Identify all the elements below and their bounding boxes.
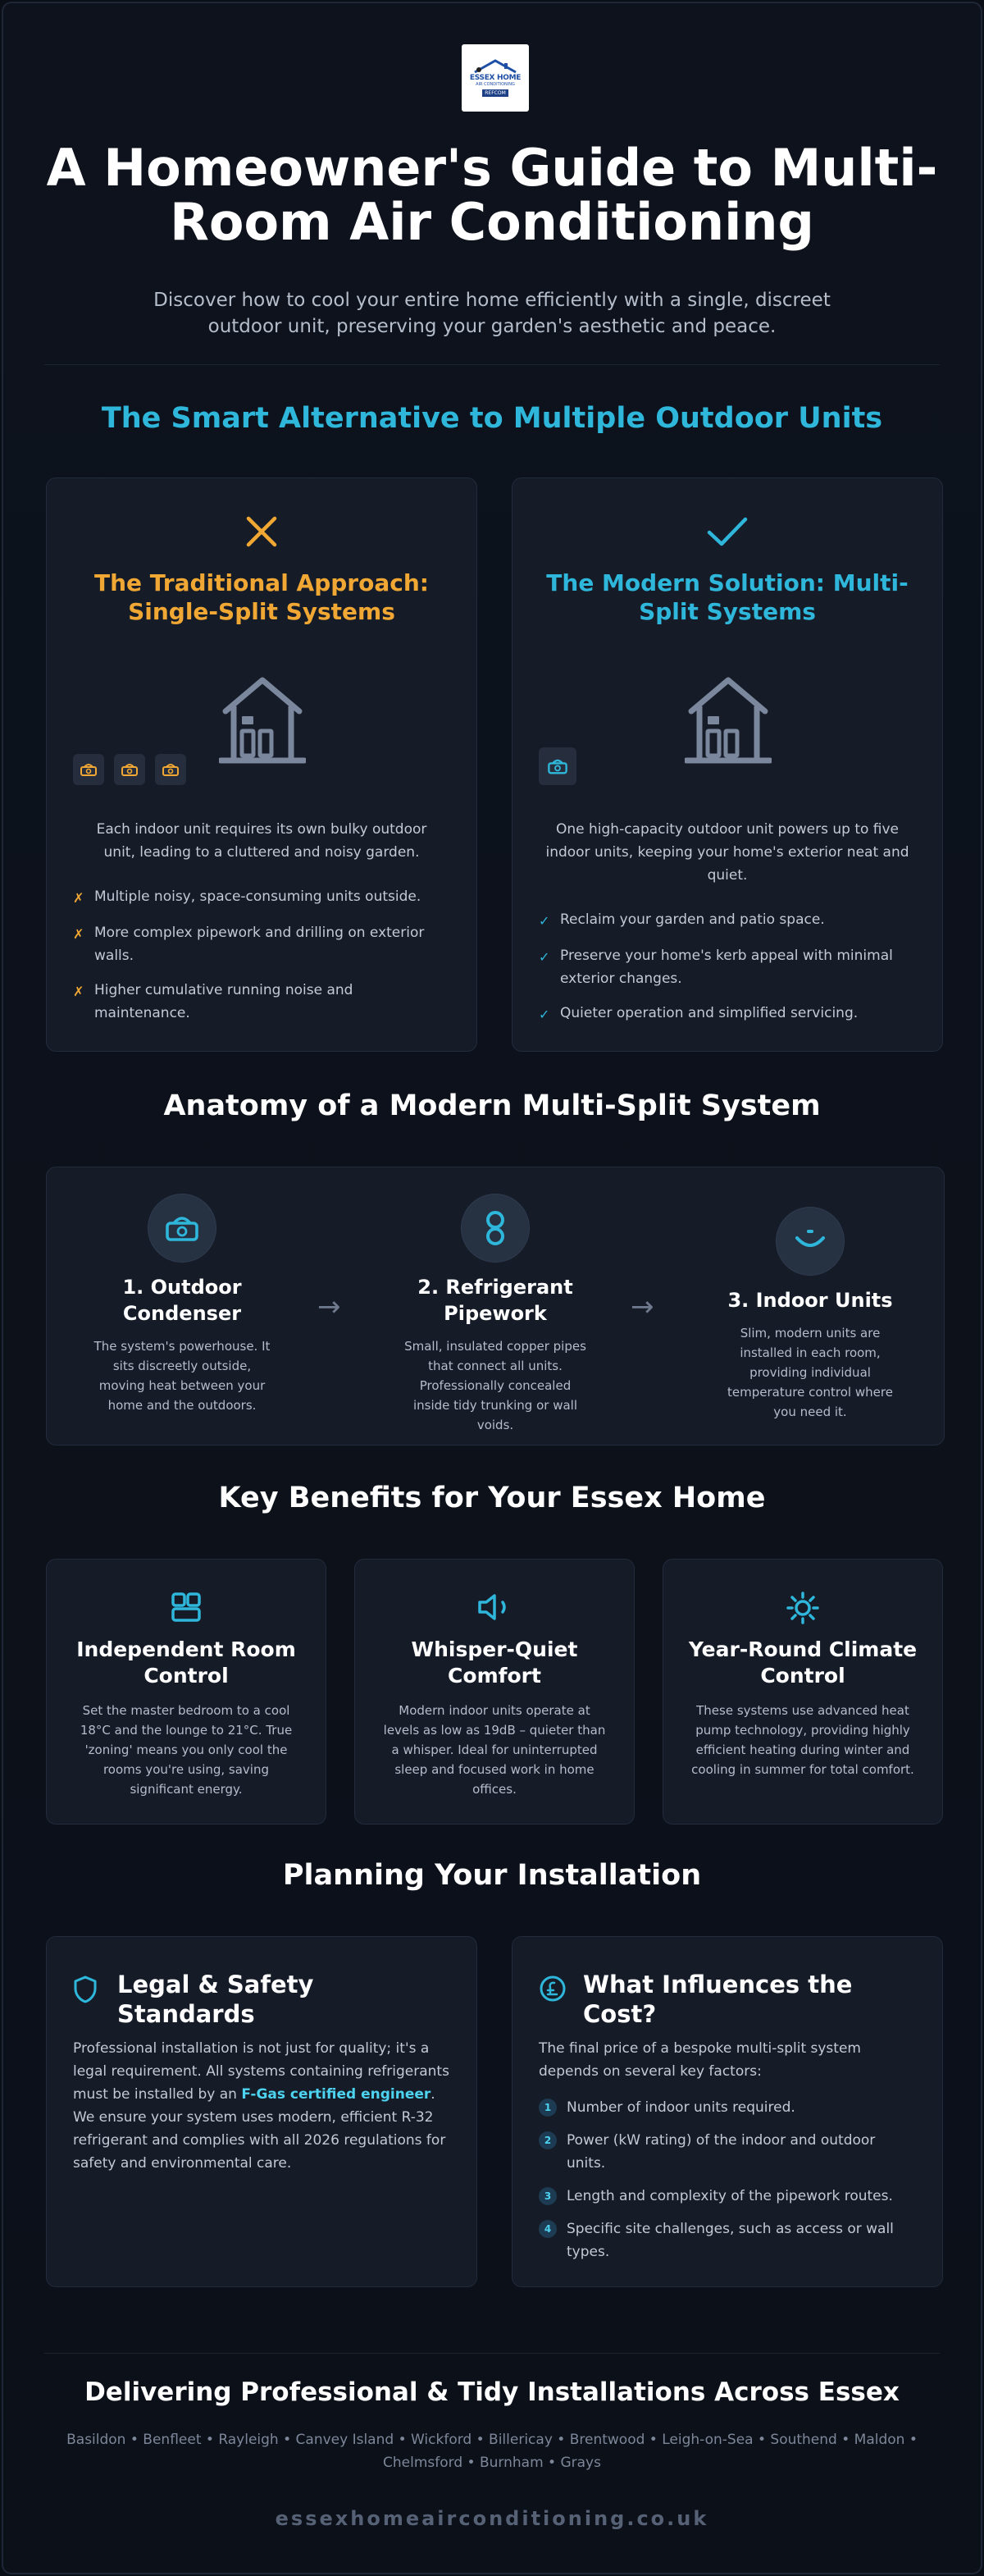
anatomy-section-title: Anatomy of a Modern Multi-Split System	[163, 1089, 821, 1122]
company-logo	[462, 44, 529, 112]
house-icon	[219, 675, 306, 769]
modern-card	[512, 477, 943, 1052]
page-title: A Homeowner's Guide to Multi-Room Air Conditioning	[46, 138, 938, 252]
arrow-right-icon: →	[317, 1290, 341, 1323]
cross-mark-icon: ✗	[73, 890, 84, 906]
benefit-title: Year-Round Climate Control	[688, 1637, 918, 1688]
house-roof-logo-icon	[472, 59, 519, 74]
house-icon	[685, 675, 772, 769]
benefit-card	[46, 1559, 326, 1825]
list-item: ✓ Preserve your home's kerb appeal with minimal exterior changes.	[539, 944, 909, 990]
legal-text: Professional installation is not just for quality; it's a legal requirement. All systems containing refrigerants must be installed by an F-Gas certified engineer. We ensure your system uses modern, efficient R-32 refrigerant and complies with all 2026 regulations for safety and environmental care.	[73, 2040, 449, 2172]
modern-points	[539, 908, 909, 1038]
cost-title: What Influences the Cost?	[583, 1971, 853, 2028]
sun-icon	[663, 1591, 942, 1628]
list-item: 4 Specific site challenges, such as access or wall types.	[539, 2217, 918, 2263]
list-item: ✗ Multiple noisy, space-consuming units outside.	[73, 885, 444, 910]
benefit-description: These systems use advanced heat pump technology, providing highly efficient heating during winter and cooling in summer for total comfort.	[691, 1703, 914, 1777]
rooms-icon	[47, 1591, 326, 1627]
outdoor-units-group	[539, 747, 576, 785]
arrow-right-icon: →	[631, 1290, 654, 1323]
legal-header	[73, 1970, 412, 2029]
outdoor-unit-icon	[539, 747, 576, 785]
cost-factors	[539, 2096, 918, 2273]
indoor-unit-icon	[776, 1207, 845, 1276]
speaker-icon	[355, 1591, 634, 1627]
traditional-points	[73, 885, 444, 1036]
legal-card	[46, 1936, 477, 2287]
benefit-title: Whisper-Quiet Comfort	[411, 1637, 578, 1688]
benefits-section-title: Key Benefits for Your Essex Home	[218, 1482, 766, 1514]
shield-icon	[73, 1970, 117, 2007]
planning-section-title: Planning Your Installation	[282, 1859, 702, 1892]
list-item: ✗ More complex pipework and drilling on exterior walls.	[73, 921, 444, 967]
list-item: ✗ Higher cumulative running noise and maintenance.	[73, 979, 444, 1025]
infographic-page	[2, 2, 982, 2574]
anatomy-card	[46, 1167, 945, 1446]
list-item: ✓ Reclaim your garden and patio space.	[539, 908, 909, 933]
logo-line2: AIR CONDITIONING	[476, 82, 515, 87]
logo-badge: REFCOM	[482, 89, 508, 97]
footer-title: Delivering Professional & Tidy Installations Across Essex	[84, 2377, 900, 2407]
benefit-card	[663, 1559, 943, 1825]
x-icon	[47, 513, 476, 554]
website-link[interactable]: essexhomeairconditioning.co.uk	[275, 2507, 709, 2530]
cost-card	[512, 1936, 943, 2287]
step-indoor-units	[699, 1207, 921, 1422]
step-outdoor-condenser	[71, 1194, 293, 1415]
step-description: The system's powerhouse. It sits discreetly outside, moving heat between your home and the outdoors.	[93, 1339, 271, 1413]
coin-icon	[539, 1970, 583, 2006]
list-item: 2 Power (kW rating) of the indoor and outdoor units.	[539, 2129, 918, 2175]
divider	[44, 364, 940, 365]
logo-line1: ESSEX HOME	[469, 74, 522, 82]
check-mark-icon: ✓	[539, 949, 550, 965]
modern-description: One high-capacity outdoor unit powers up to five indoor units, keeping your home's exterior neat and quiet.	[545, 821, 909, 884]
traditional-description: Each indoor unit requires its own bulky outdoor unit, leading to a cluttered and noisy garden.	[96, 821, 427, 861]
cross-mark-icon: ✗	[73, 984, 84, 999]
outdoor-units-group	[73, 754, 186, 785]
step-title: 1. Outdoor Condenser	[122, 1276, 242, 1325]
outdoor-unit-icon	[73, 754, 104, 785]
traditional-title: The Traditional Approach: Single-Split Systems	[94, 569, 429, 625]
step-title: 2. Refrigerant Pipework	[417, 1276, 573, 1325]
check-icon	[512, 513, 942, 554]
benefit-description: Set the master bedroom to a cool 18°C and the lounge to 21°C. True 'zoning' means you only cool the rooms you're using, saving significant energy.	[80, 1703, 293, 1797]
legal-title: Legal & Safety Standards	[117, 1971, 314, 2028]
step-refrigerant-pipework	[385, 1194, 606, 1435]
service-areas: Basildon • Benfleet • Rayleigh • Canvey Island • Wickford • Billericay • Brentwood • Leigh-on-Sea • Southend • Maldon • Chelmsford • Burnham • Grays	[66, 2432, 918, 2471]
benefit-card	[354, 1559, 635, 1825]
step-title: 3. Indoor Units	[727, 1289, 893, 1312]
list-item: 3 Length and complexity of the pipework routes.	[539, 2185, 918, 2208]
check-mark-icon: ✓	[539, 913, 550, 929]
condenser-icon	[148, 1194, 216, 1263]
cross-mark-icon: ✗	[73, 926, 84, 942]
step-description: Slim, modern units are installed in each room, providing individual temperature control where you need it.	[727, 1326, 893, 1419]
benefit-description: Modern indoor units operate at levels as low as 19dB – quieter than a whisper. Ideal for uninterrupted sleep and focused work in home offices.	[383, 1703, 606, 1797]
list-item: ✓ Quieter operation and simplified servicing.	[539, 1002, 909, 1026]
intro-text: Discover how to cool your entire home efficiently with a single, discreet outdoor unit, preserving your garden's aesthetic and peace.	[153, 290, 831, 337]
outdoor-unit-icon	[155, 754, 186, 785]
benefit-title: Independent Room Control	[76, 1637, 296, 1688]
fgas-highlight: F-Gas certified engineer	[241, 2086, 431, 2103]
step-description: Small, insulated copper pipes that connect all units. Professionally concealed inside tidy trunking or wall voids.	[404, 1339, 586, 1432]
check-mark-icon: ✓	[539, 1007, 550, 1022]
divider	[44, 2353, 940, 2354]
modern-title: The Modern Solution: Multi-Split Systems	[546, 569, 909, 625]
cost-intro: The final price of a bespoke multi-split system depends on several key factors:	[539, 2040, 861, 2080]
list-item: 1 Number of indoor units required.	[539, 2096, 918, 2119]
cost-header	[539, 1970, 895, 2029]
outdoor-unit-icon	[114, 754, 145, 785]
comparison-section-title: The Smart Alternative to Multiple Outdoor Units	[101, 402, 883, 435]
traditional-card	[46, 477, 477, 1052]
pipework-icon	[461, 1194, 530, 1263]
